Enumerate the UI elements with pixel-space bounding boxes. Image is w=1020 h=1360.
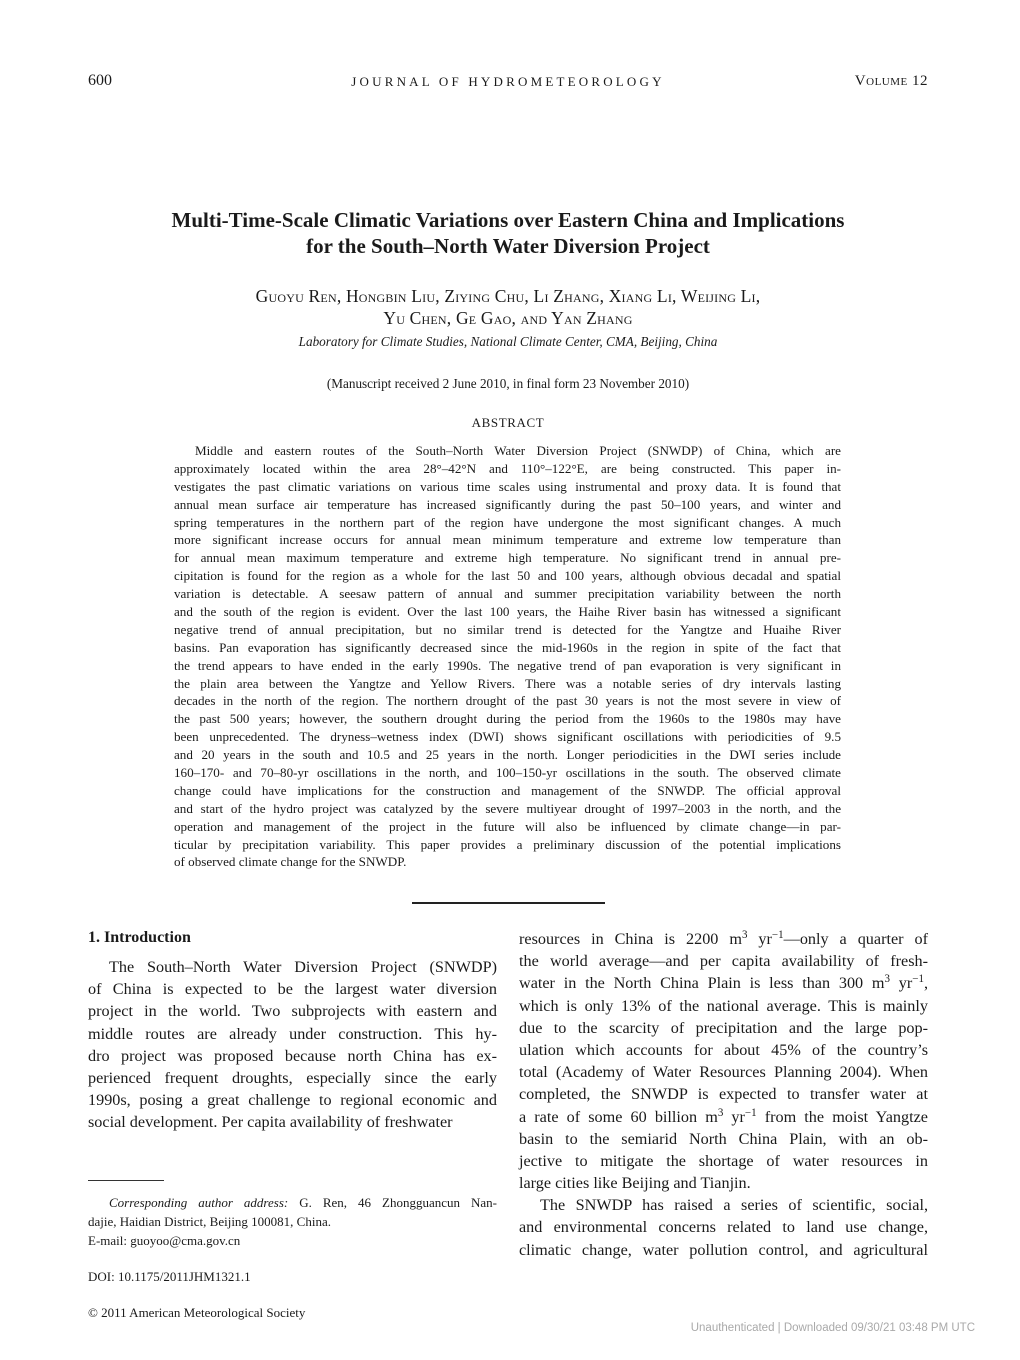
author-line: Yu Chen, Ge Gao, and Yan Zhang [383, 308, 633, 328]
text-line: middle routes are already under construction. This hy- [88, 1024, 497, 1043]
text-line: due to the scarcity of precipitation and the large pop- [519, 1018, 928, 1037]
author-line: Guoyu Ren, Hongbin Liu, Ziying Chu, Li Zhang, Xiang Li, Weijing Li, [255, 286, 761, 306]
abstract-line: operation and management of the project in the future will also be influenced by climate change—in par- [174, 818, 841, 834]
text-line: and environmental concerns related to land use change, [519, 1218, 928, 1237]
text-line: ulation which accounts for about 45% of the country’s [519, 1040, 928, 1059]
footnote-line: dajie, Haidian District, Beijing 100081, China. [88, 1214, 331, 1229]
right-column [519, 928, 928, 1261]
author-email: E-mail: guoyoo@cma.gov.cn [88, 1233, 241, 1248]
copyright: © 2011 American Meteorological Society [88, 1305, 306, 1320]
text-line: total (Academy of Water Resources Planning 2004). When [519, 1063, 928, 1082]
section-heading: 1. Introduction [88, 929, 191, 946]
abstract-heading: ABSTRACT [471, 415, 545, 430]
abstract-line: negative trend of annual precipitation, but no similar trend is detected for the Yangtze and Huaihe River [174, 621, 841, 637]
abstract-line: 160–170- and 70–80-yr oscillations in the north, and 100–150-yr oscillations in the south. The observed climate [174, 765, 841, 781]
abstract-line: been unprecedented. The dryness–wetness index (DWI) shows significant oscillations with periodicities of 9.5 [174, 729, 841, 745]
author-list [88, 285, 928, 329]
manuscript-received: (Manuscript received 2 June 2010, in final form 23 November 2010) [326, 376, 690, 391]
abstract-line: the past 500 years; however, the southern drought during the period from the 1960s to the 1980s may have [174, 711, 841, 727]
text-line: social development. Per capita availability of freshwater [88, 1113, 453, 1132]
text-line: the world average—and per capita availability of fresh- [519, 952, 928, 971]
page-number: 600 [88, 72, 112, 89]
left-column [88, 928, 497, 1134]
text-line: jective to mitigate the shortage of water resources in [519, 1151, 928, 1170]
abstract-body [174, 442, 841, 871]
abstract-line: the plain area between the Yangtze and Yellow Rivers. There was a notable series of dry intervals lasting [174, 675, 841, 691]
journal-name: JOURNAL OF HYDROMETEOROLOGY [351, 74, 665, 89]
title-line: Multi-Time-Scale Climatic Variations over Eastern China and Implications [171, 208, 845, 232]
text-line: a rate of some 60 billion $m^3$ $yr^{-1}$ from the moist Yangtze [519, 1106, 928, 1126]
text-line: resources in China is 2200 $m^3$ $yr^{-1}—only$ a quarter of [519, 928, 928, 948]
text-line: climatic change, water pollution control, and agricultural [519, 1240, 928, 1259]
abstract-line: and 20 years in the south and 10.5 and 25 years in the north. Longer periodicities in the DWI series include [174, 747, 841, 763]
abstract-line: spring temperatures in the northern part of the region have undergone the most significant changes. A much [174, 514, 841, 530]
affiliation: Laboratory for Climate Studies, National Climate Center, CMA, Beijing, China [298, 334, 718, 349]
text-line: project in the world. Two subprojects with eastern and [88, 1002, 497, 1021]
abstract-line: for annual mean maximum temperature and extreme high temperature. No significant trend in annual pre- [174, 550, 841, 566]
abstract-line: more significant increase occurs for annual mean minimum temperature and extreme low temperature than [174, 532, 841, 548]
paper-title [88, 207, 928, 259]
abstract-line: ticular by precipitation variability. This paper provides a preliminary discussion of the potential implications [174, 836, 841, 852]
text-line: 1990s, posing a great challenge to regional economic and [88, 1091, 497, 1110]
abstract-line: cipitation is found for the region as a whole for the last 50 and 100 years, although obvious decadal and spatial [174, 568, 841, 584]
abstract-line: annual mean surface air temperature has increased significantly during the past 50–100 years, and winter and [174, 496, 841, 512]
text-line: which is only 13% of the national average. This is mainly [519, 996, 928, 1015]
text-line: The SNWDP has raised a series of scientific, social, [540, 1196, 928, 1215]
abstract-line: variation is detectable. A seesaw pattern of annual and summer precipitation variability between the north [174, 586, 841, 602]
abstract-line: decades in the north of the region. The northern drought of the past 30 years is not the most severe in view of [174, 693, 841, 709]
abstract-line: vestigates the past climatic variations on various time scales using instrumental and proxy data. It is found that [174, 478, 841, 494]
running-header [88, 72, 928, 92]
text-line: completed, the SNWDP is expected to transfer water at [519, 1085, 928, 1104]
footnote-rule [88, 1180, 164, 1181]
text-line: water in the North China Plain is less than 300 $m^3$ $yr^{-1}$, [519, 973, 929, 993]
title-line: for the South–North Water Diversion Project [306, 234, 710, 258]
text-line: large cities like Beijing and Tianjin. [519, 1174, 751, 1193]
abstract-line: and start of the hydro project was catalyzed by the severe multiyear drought of 1997–2003 in the north, and the [174, 800, 841, 816]
text-line: basin to the semiarid North China Plain, with an ob- [519, 1129, 928, 1148]
text-line: The South–North Water Diversion Project (SNWDP) [109, 958, 497, 976]
abstract-line: and the south of the region is evident. Over the last 100 years, the Haihe River basin has witnessed a significant [174, 604, 841, 620]
download-notice: Unauthenticated | Downloaded 09/30/21 03:48 PM UTC [690, 1322, 975, 1334]
abstract-line: Middle and eastern routes of the South–North Water Diversion Project (SNWDP) of China, which are [195, 443, 841, 458]
text-line: perienced frequent droughts, especially since the early [88, 1068, 497, 1087]
doi: DOI: 10.1175/2011JHM1321.1 [88, 1269, 251, 1284]
text-line: of China is expected to be the largest water diversion [88, 980, 497, 999]
abstract-line: the trend appears to have ended in the early 1990s. The negative trend of pan evaporation is very significant in [174, 657, 841, 673]
abstract-line: approximately located within the area 28°–42°N and 110°–122°E, are being constructed. This paper in- [174, 460, 841, 476]
section-divider [412, 902, 605, 904]
text-line: dro project was proposed because north China has ex- [88, 1046, 497, 1065]
abstract-line: change could have implications for the construction and management of the SNWDP. The official approval [174, 782, 841, 798]
abstract-line: of observed climate change for the SNWDP. [174, 854, 407, 870]
abstract-line: basins. Pan evaporation has significantly decreased since the mid-1960s in the region in spite of the fact that [174, 639, 841, 655]
corresponding-author-footnote [88, 1193, 497, 1250]
volume-label: Volume 12 [854, 73, 928, 89]
footnote-line: Corresponding author address: G. Ren, 46 Zhongguancun Nan- [109, 1195, 497, 1210]
